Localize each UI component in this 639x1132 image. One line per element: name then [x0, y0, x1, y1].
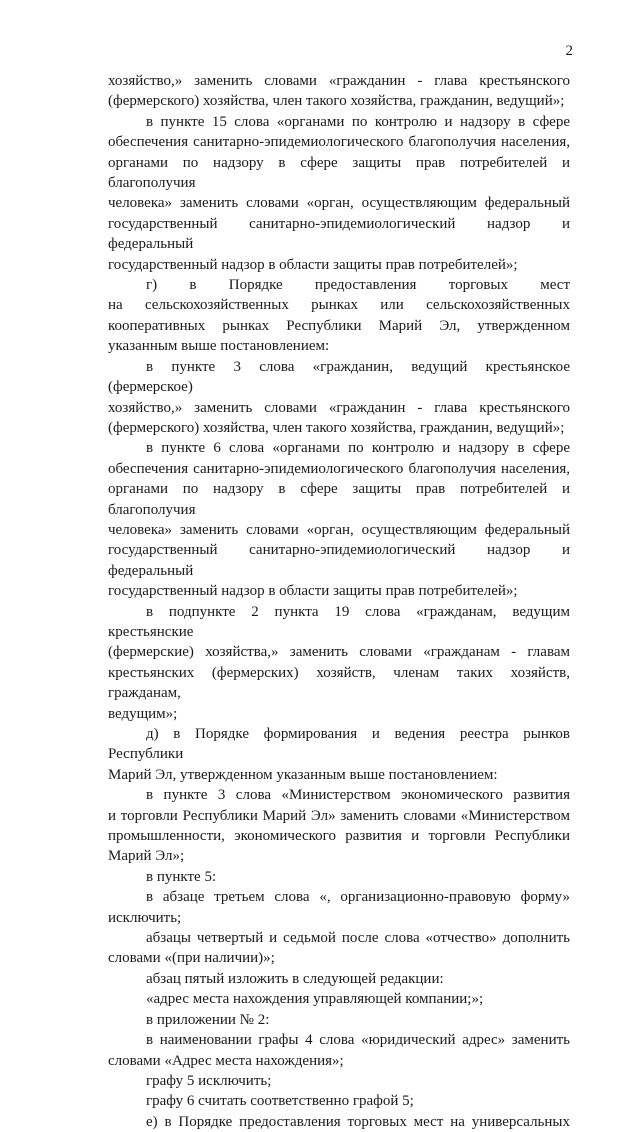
- text-line: указанным выше постановлением:: [108, 338, 330, 355]
- text-line: в наименовании графы 4 слова «юридический адрес» заменить: [146, 1032, 570, 1049]
- text-line: в пункте 6 слова «органами по контролю и надзору в сфере: [146, 440, 570, 457]
- document-body: [108, 71, 570, 1132]
- text-line: исключить;: [108, 909, 182, 926]
- text-line: государственный надзор в области защиты прав потребителей»;: [108, 583, 518, 600]
- text-line: человека» заменить словами «орган, осуществляющим федеральный: [108, 521, 570, 538]
- text-line: человека» заменить словами «орган, осуществляющим федеральный: [108, 195, 570, 212]
- text-line: «адрес места нахождения управляющей компании;»;: [146, 991, 484, 1008]
- text-line: промышленности, экономического развития и торговли Республики: [108, 828, 570, 845]
- text-line: словами «(при наличии)»;: [108, 950, 275, 967]
- text-line: графу 6 считать соответственно графой 5;: [146, 1093, 414, 1110]
- text-line: кооперативных рынках Республики Марий Эл, утвержденном: [108, 317, 570, 334]
- text-line: обеспечения санитарно-эпидемиологического благополучия населения,: [108, 134, 570, 151]
- text-line: г) в Порядке предоставления торговых мест: [146, 277, 570, 294]
- text-line: (фермерские) хозяйства,» заменить словами «гражданам - главам: [108, 644, 570, 661]
- text-line: (фермерского) хозяйства, член такого хозяйства, гражданин, ведущий»;: [108, 419, 565, 436]
- text-line: крестьянских (фермерских) хозяйств, членам таких хозяйств, гражданам,: [108, 664, 570, 702]
- text-line: государственный санитарно-эпидемиологический надзор и федеральный: [108, 542, 570, 579]
- text-line: органами по надзору в сфере защиты прав потребителей и благополучия: [108, 481, 570, 518]
- text-line: в пункте 3 слова «гражданин, ведущий крестьянское (фермерское): [108, 358, 570, 396]
- text-line: и торговли Республики Марий Эл» заменить словами «Министерством: [108, 807, 570, 824]
- text-line: Марий Эл»;: [108, 848, 185, 865]
- text-line: абзацы четвертый и седьмой после слова «отчество» дополнить: [146, 930, 570, 947]
- text-line: е) в Порядке предоставления торговых мест на универсальных: [146, 1113, 570, 1130]
- text-line: в пункте 3 слова «Министерством экономического развития: [146, 787, 570, 804]
- text-line: государственный санитарно-эпидемиологический надзор и федеральный: [108, 215, 570, 253]
- text-line: графу 5 исключить;: [146, 1072, 272, 1089]
- text-line: ведущим»;: [108, 705, 178, 722]
- text-line: в подпункте 2 пункта 19 слова «гражданам, ведущим крестьянские: [108, 603, 570, 640]
- page-number: 2: [565, 43, 573, 59]
- text-line: в приложении № 2:: [146, 1011, 270, 1028]
- text-line: в пункте 5:: [146, 868, 217, 885]
- text-line: д) в Порядке формирования и ведения реестра рынков Республики: [108, 726, 570, 763]
- text-line: абзац пятый изложить в следующей редакции:: [146, 970, 444, 987]
- text-line: Марий Эл, утвержденном указанным выше постановлением:: [108, 766, 498, 783]
- text-line: (фермерского) хозяйства, член такого хозяйства, гражданин, ведущий»;: [108, 93, 565, 110]
- text-line: хозяйство,» заменить словами «гражданин - глава крестьянского: [108, 73, 570, 89]
- text-line: хозяйство,» заменить словами «гражданин - глава крестьянского: [108, 399, 570, 416]
- text-line: в абзаце третьем слова «, организационно-правовую форму»: [146, 889, 570, 906]
- text-line: на сельскохозяйственных рынках или сельскохозяйственных: [108, 297, 570, 314]
- text-line: государственный надзор в области защиты прав потребителей»;: [108, 256, 518, 273]
- text-line: в пункте 15 слова «органами по контролю и надзору в сфере: [146, 113, 570, 130]
- text-line: обеспечения санитарно-эпидемиологического благополучия населения,: [108, 460, 570, 477]
- text-line: словами «Адрес места нахождения»;: [108, 1052, 344, 1069]
- text-line: органами по надзору в сфере защиты прав потребителей и благополучия: [108, 154, 570, 192]
